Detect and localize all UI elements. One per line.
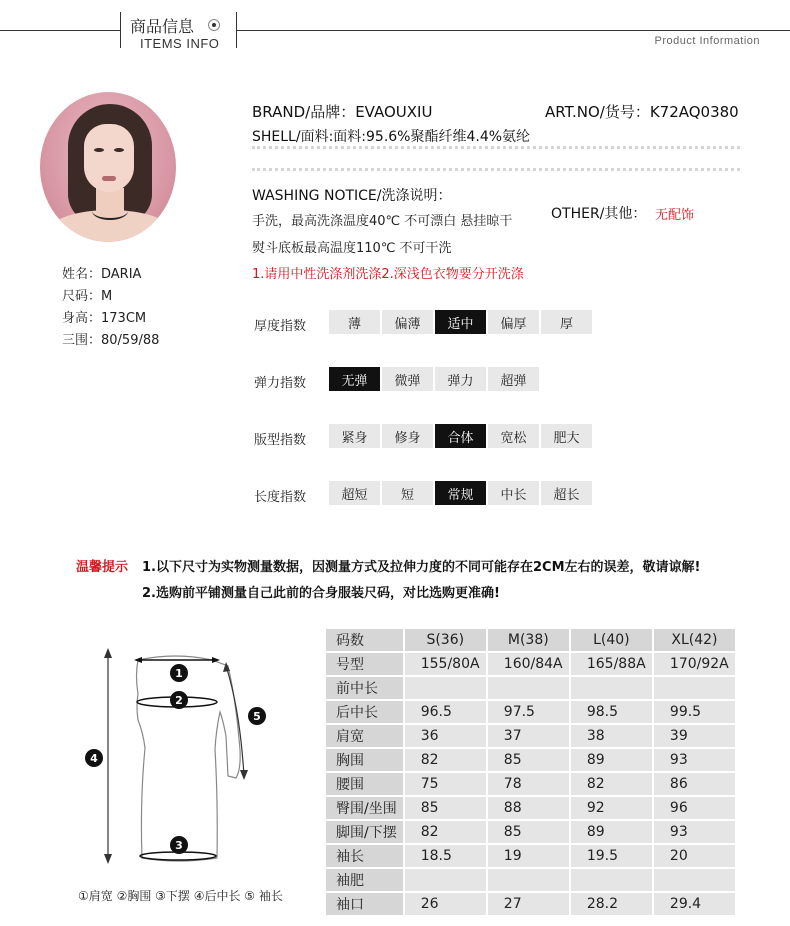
table-row-label: 腰围 <box>326 773 403 795</box>
index-option: 超短 <box>329 481 380 505</box>
model-info <box>62 264 159 352</box>
table-cell <box>405 869 486 891</box>
table-cell: 165/88A <box>571 653 652 675</box>
table-cell: 27 <box>488 893 569 915</box>
diagram-marker-2: 2 <box>170 691 188 709</box>
size-table <box>324 627 737 917</box>
index-option: 无弹 <box>329 367 380 391</box>
table-header-cell: XL(42) <box>654 629 735 651</box>
header-rule-right <box>236 30 790 31</box>
index-option-row <box>329 367 539 391</box>
index-option-row <box>329 424 592 448</box>
diagram-marker-5: 5 <box>248 707 266 725</box>
table-row <box>326 893 735 915</box>
index-label: 版型指数 <box>254 433 307 448</box>
brand-text: BRAND/品牌：EVAOUXIU <box>252 103 433 121</box>
table-cell: 26 <box>405 893 486 915</box>
page-title: 商品信息 <box>130 17 195 36</box>
page-subtitle: ITEMS INFO <box>140 36 220 51</box>
diagram-legend: ①肩宽 ②胸围 ③下摆 ④后中长 ⑤ 袖长 <box>78 889 283 903</box>
index-option: 宽松 <box>488 424 539 448</box>
table-row-label: 袖肥 <box>326 869 403 891</box>
index-option: 薄 <box>329 310 380 334</box>
table-header-cell: L(40) <box>571 629 652 651</box>
header-rule-left <box>0 30 120 31</box>
table-cell: 75 <box>405 773 486 795</box>
table-cell: 85 <box>488 749 569 771</box>
table-cell: 85 <box>488 821 569 843</box>
table-cell: 19.5 <box>571 845 652 867</box>
model-measurements: 三围：80/59/88 <box>62 333 160 348</box>
index-option: 适中 <box>435 310 486 334</box>
table-row <box>326 821 735 843</box>
art-no-text: ART.NO/货号：K72AQ0380 <box>545 103 739 121</box>
index-option: 超弹 <box>488 367 539 391</box>
table-row-label: 号型 <box>326 653 403 675</box>
table-row <box>326 773 735 795</box>
table-row-label: 袖口 <box>326 893 403 915</box>
index-option: 偏薄 <box>382 310 433 334</box>
table-cell: 99.5 <box>654 701 735 723</box>
index-label: 弹力指数 <box>254 376 307 391</box>
model-size: 尺码：M <box>62 289 113 304</box>
table-cell: 82 <box>405 749 486 771</box>
index-option: 肥大 <box>541 424 592 448</box>
table-cell: 93 <box>654 749 735 771</box>
diagram-marker-4: 4 <box>85 749 103 767</box>
table-cell <box>571 869 652 891</box>
index-option: 微弹 <box>382 367 433 391</box>
table-cell: 82 <box>405 821 486 843</box>
index-option: 紧身 <box>329 424 380 448</box>
index-option: 合体 <box>435 424 486 448</box>
table-cell: 96.5 <box>405 701 486 723</box>
table-header-cell: S(36) <box>405 629 486 651</box>
divider-dotted <box>252 168 740 171</box>
table-cell <box>654 869 735 891</box>
index-option: 偏厚 <box>488 310 539 334</box>
diagram-marker-3: 3 <box>170 836 188 854</box>
table-row <box>326 749 735 771</box>
washing-warning: 1.请用中性洗涤剂洗涤2.深浅色衣物要分开洗涤 <box>252 267 524 282</box>
other-label: OTHER/其他： <box>551 206 647 222</box>
table-row-label: 肩宽 <box>326 725 403 747</box>
table-cell: 160/84A <box>488 653 569 675</box>
table-cell: 20 <box>654 845 735 867</box>
shell-text: SHELL/面料:面料:95.6%聚酯纤维4.4%氨纶 <box>252 129 531 145</box>
header-right-caption: Product Information <box>654 35 760 47</box>
index-option-row <box>329 310 592 334</box>
tips-label: 温馨提示 <box>76 560 129 575</box>
table-row <box>326 869 735 891</box>
divider-dotted <box>252 146 740 149</box>
table-cell <box>488 869 569 891</box>
table-cell: 96 <box>654 797 735 819</box>
table-cell: 37 <box>488 725 569 747</box>
table-cell: 88 <box>488 797 569 819</box>
table-cell <box>571 677 652 699</box>
table-header-row <box>326 629 735 651</box>
table-cell: 89 <box>571 821 652 843</box>
table-cell: 85 <box>405 797 486 819</box>
table-row-label: 袖长 <box>326 845 403 867</box>
tips-line-2: 2.选购前平铺测量自己此前的合身服装尺码，对比选购更准确! <box>142 586 500 601</box>
table-cell: 82 <box>571 773 652 795</box>
table-cell: 155/80A <box>405 653 486 675</box>
index-option: 中长 <box>488 481 539 505</box>
table-row-label: 臀围/坐围 <box>326 797 403 819</box>
diagram-marker-1: 1 <box>170 664 188 682</box>
table-cell: 93 <box>654 821 735 843</box>
index-option: 超长 <box>541 481 592 505</box>
table-cell: 39 <box>654 725 735 747</box>
washing-line-2: 熨斗底板最高温度110℃ 不可干洗 <box>252 241 452 256</box>
index-label: 厚度指数 <box>254 319 307 334</box>
table-cell: 38 <box>571 725 652 747</box>
table-cell: 18.5 <box>405 845 486 867</box>
index-option: 修身 <box>382 424 433 448</box>
table-cell: 29.4 <box>654 893 735 915</box>
table-cell: 92 <box>571 797 652 819</box>
other-value: 无配饰 <box>655 208 695 223</box>
table-row <box>326 797 735 819</box>
table-row <box>326 677 735 699</box>
table-row-label: 胸围 <box>326 749 403 771</box>
table-row-label: 脚围/下摆 <box>326 821 403 843</box>
target-icon <box>208 19 220 31</box>
table-row <box>326 845 735 867</box>
table-cell <box>405 677 486 699</box>
table-cell <box>488 677 569 699</box>
table-cell: 28.2 <box>571 893 652 915</box>
index-option: 短 <box>382 481 433 505</box>
washing-line-1: 手洗，最高洗涤温度40℃ 不可漂白 悬挂晾干 <box>252 214 513 229</box>
table-cell: 78 <box>488 773 569 795</box>
table-cell: 170/92A <box>654 653 735 675</box>
table-row-label: 前中长 <box>326 677 403 699</box>
index-option-row <box>329 481 592 505</box>
index-option: 厚 <box>541 310 592 334</box>
table-header-cell: 码数 <box>326 629 403 651</box>
table-row <box>326 653 735 675</box>
table-cell: 89 <box>571 749 652 771</box>
table-row-label: 后中长 <box>326 701 403 723</box>
table-row <box>326 725 735 747</box>
index-label: 长度指数 <box>254 490 307 505</box>
index-option: 弹力 <box>435 367 486 391</box>
table-cell: 36 <box>405 725 486 747</box>
measurement-diagram <box>78 640 288 880</box>
table-cell: 19 <box>488 845 569 867</box>
table-cell <box>654 677 735 699</box>
tips-line-1: 1.以下尺寸为实物测量数据，因测量方式及拉伸力度的不同可能存在2CM左右的误差，敬请谅解! <box>142 560 701 575</box>
model-photo <box>40 92 176 242</box>
table-cell: 98.5 <box>571 701 652 723</box>
index-option: 常规 <box>435 481 486 505</box>
table-header-cell: M(38) <box>488 629 569 651</box>
table-row <box>326 701 735 723</box>
model-name: 姓名：DARIA <box>62 267 142 282</box>
washing-title: WASHING NOTICE/洗涤说明： <box>252 188 452 204</box>
header-divider-left <box>120 12 121 48</box>
table-cell: 97.5 <box>488 701 569 723</box>
table-cell: 86 <box>654 773 735 795</box>
model-height: 身高：173CM <box>62 311 147 326</box>
